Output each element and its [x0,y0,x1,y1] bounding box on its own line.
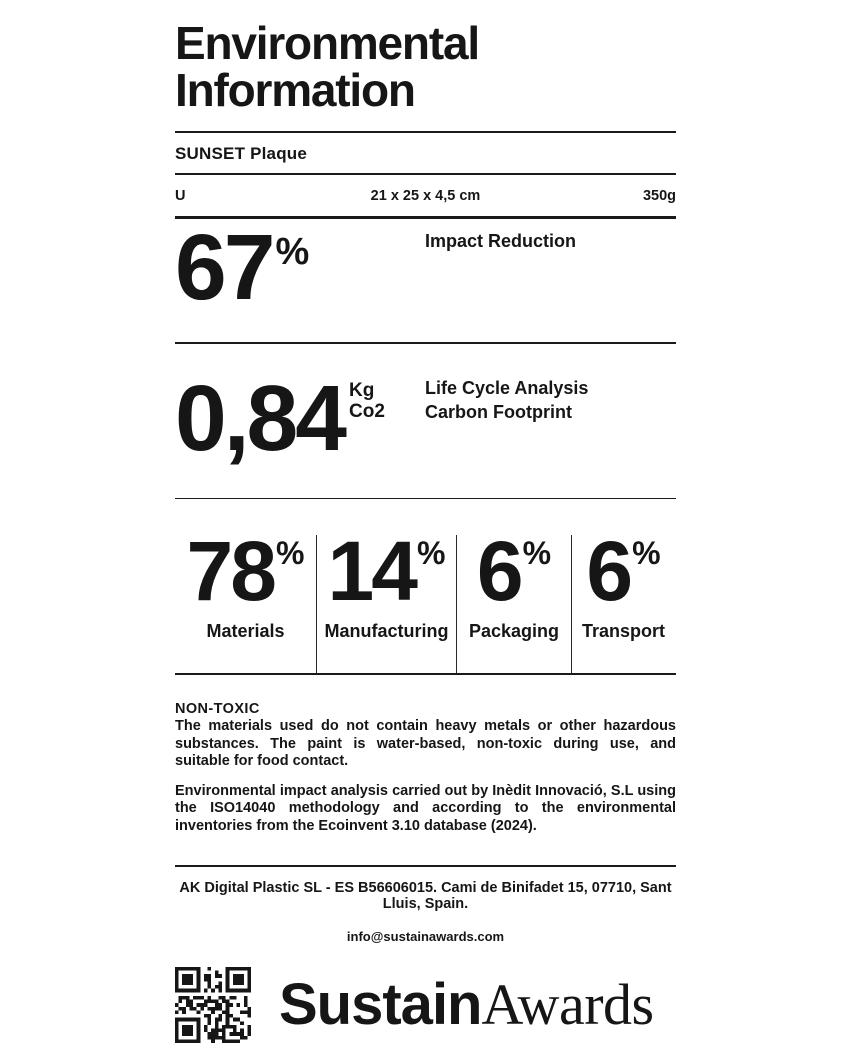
carbon-footprint-label-line1: Life Cycle Analysis [425,377,589,398]
divider [175,865,676,867]
non-toxic-paragraph: The materials used do not contain heavy metals or other hazardous substances. The paint is water-based, non-toxic during use, and suitable for food contact. [175,718,676,769]
breakdown-label: Transport [581,620,665,641]
percent-sign: % [275,231,310,273]
product-specs-row [175,175,676,216]
breakdown-label: Manufacturing [324,620,449,641]
product-name: SUNSET Plaque [175,144,308,163]
impact-reduction-label: Impact Reduction [425,231,577,251]
unit-co2: Co2 [349,400,385,422]
carbon-footprint-value: 0,84 [175,365,345,470]
qr-code-image [175,967,251,1043]
impact-breakdown-section [175,499,676,673]
page-title-line1: Environmental [175,17,479,69]
unit-kg: Kg [349,379,375,401]
breakdown-packaging [456,524,571,673]
percent-sign: % [522,535,552,571]
qr-code [175,967,251,1043]
non-toxic-heading: NON-TOXIC [175,700,260,717]
percent-sign: % [275,535,305,571]
percent-sign: % [632,535,661,571]
breakdown-value: 78% [186,524,305,618]
sustain-awards-logo [279,967,654,1043]
breakdown-manufacturing [316,524,456,673]
breakdown-value: 6% [586,524,661,618]
methodology-paragraph: Environmental impact analysis carried out by Inèdit Innovació, S.L using the ISO14040 methodology and according to the environmental inventories from the Ecoinvent 3.10 database (2024). [175,782,676,834]
breakdown-value: 6% [476,524,552,618]
notes-section [175,701,676,836]
product-weight: 350g [642,188,676,204]
breakdown-materials [175,524,316,673]
product-dimensions: 21 x 25 x 4,5 cm [370,188,481,204]
impact-reduction-value: 67% [175,215,310,319]
impact-reduction-section [175,215,676,342]
company-address: AK Digital Plastic SL - ES B56606015. Cami de Binifadet 15, 07710, Sant Lluis, Spain. [179,879,672,912]
percent-sign: % [416,535,446,571]
breakdown-transport [571,524,675,673]
carbon-footprint-label [425,376,588,424]
page-title-line2: Information [175,64,415,116]
carbon-footprint-section [175,344,676,498]
contact-email: info@sustainawards.com [346,928,505,944]
carbon-footprint-unit [349,380,385,422]
product-unit: U [175,188,186,204]
logo-sustain: Sustain [279,971,482,1037]
carbon-footprint-label-line2: Carbon Footprint [425,401,572,422]
brand-row [175,967,676,1043]
page-title [175,17,676,116]
breakdown-label: Packaging [468,620,560,641]
content-column [175,0,676,1043]
breakdown-label: Materials [206,620,285,641]
logo-awards: Awards [481,971,654,1037]
breakdown-value: 14% [327,524,446,618]
divider [175,673,676,675]
